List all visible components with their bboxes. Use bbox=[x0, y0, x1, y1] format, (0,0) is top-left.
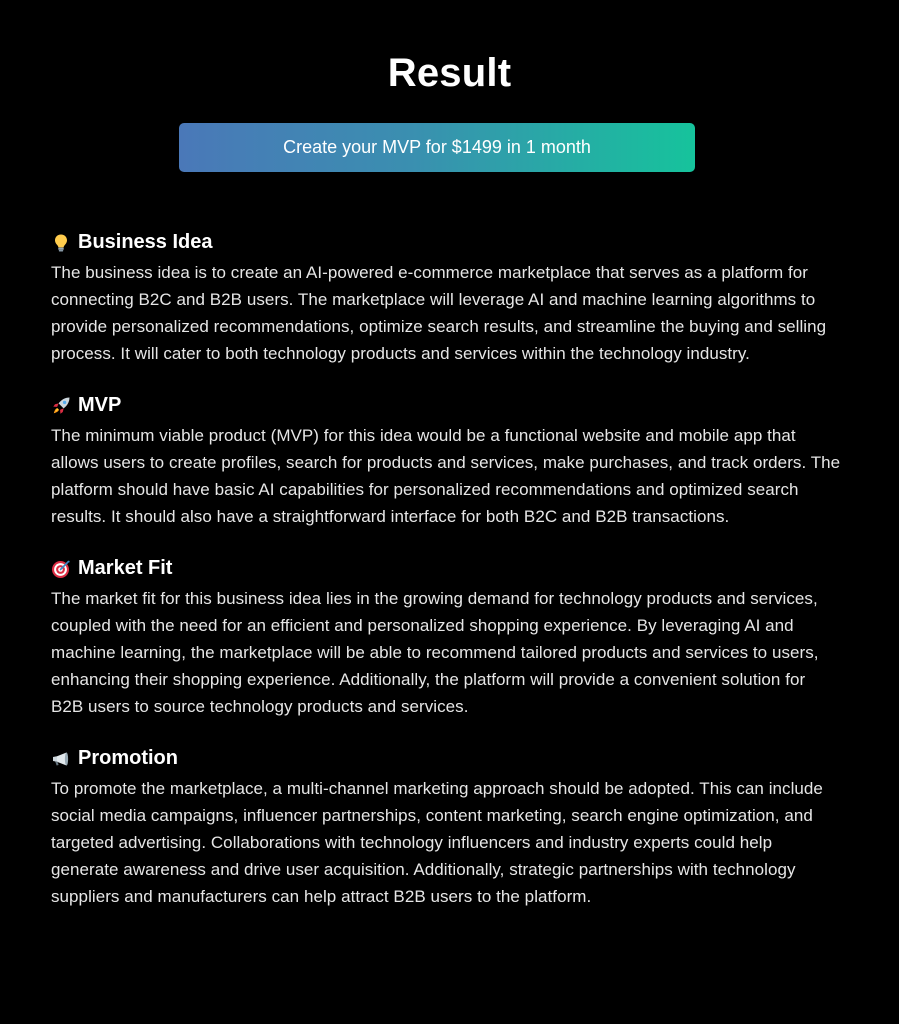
section-heading bbox=[51, 745, 841, 772]
create-mvp-button[interactable]: Create your MVP for $1499 in 1 month bbox=[179, 123, 695, 172]
section-market-fit bbox=[51, 555, 841, 720]
section-text: The minimum viable product (MVP) for this idea would be a functional website and mobile app that allows users to create profiles, search for products and services, make purchases, and track orders. The platform should have basic AI capabilities for personalized recommendations and optimized search results. It should also have a straightforward interface for both B2C and B2B transactions. bbox=[51, 426, 841, 526]
section-text: The business idea is to create an AI-powered e-commerce marketplace that serves as a platform for connecting B2C and B2B users. The marketplace will leverage AI and machine learning algorithms to provide personalized recommendations, optimize search results, and streamline the buying and selling process. It will cater to both technology products and services within the technology industry. bbox=[51, 263, 827, 363]
page-title: Result bbox=[387, 50, 512, 95]
section-text: The market fit for this business idea lies in the growing demand for technology products and services, coupled with the need for an efficient and personalized shopping experience. By leveraging AI and machine learning, the marketplace will be able to recommend tailored products and services to users, enhancing their shopping experience. Additionally, the platform will provide a convenient solution for B2B users to source technology products and services. bbox=[51, 589, 819, 716]
section-text: To promote the marketplace, a multi-channel marketing approach should be adopted. This can include social media campaigns, influencer partnerships, content marketing, search engine optimization, and targeted advertising. Collaborations with technology influencers and industry experts could help generate awareness and drive user acquisition. Additionally, strategic partnerships with technology suppliers and manufacturers can help attract B2B users to the platform. bbox=[51, 779, 823, 906]
result-sections bbox=[51, 229, 841, 935]
section-heading bbox=[51, 392, 841, 419]
section-promotion bbox=[51, 745, 841, 910]
target-icon bbox=[51, 559, 71, 579]
section-heading bbox=[51, 229, 841, 256]
section-title: Promotion bbox=[78, 747, 178, 769]
section-title: Market Fit bbox=[78, 557, 173, 579]
lightbulb-icon bbox=[51, 233, 71, 253]
rocket-icon bbox=[51, 396, 71, 416]
section-title: Business Idea bbox=[78, 231, 213, 253]
section-title: MVP bbox=[78, 394, 122, 416]
section-mvp bbox=[51, 392, 841, 530]
section-heading bbox=[51, 555, 841, 582]
megaphone-icon bbox=[51, 749, 71, 769]
section-business-idea bbox=[51, 229, 841, 367]
